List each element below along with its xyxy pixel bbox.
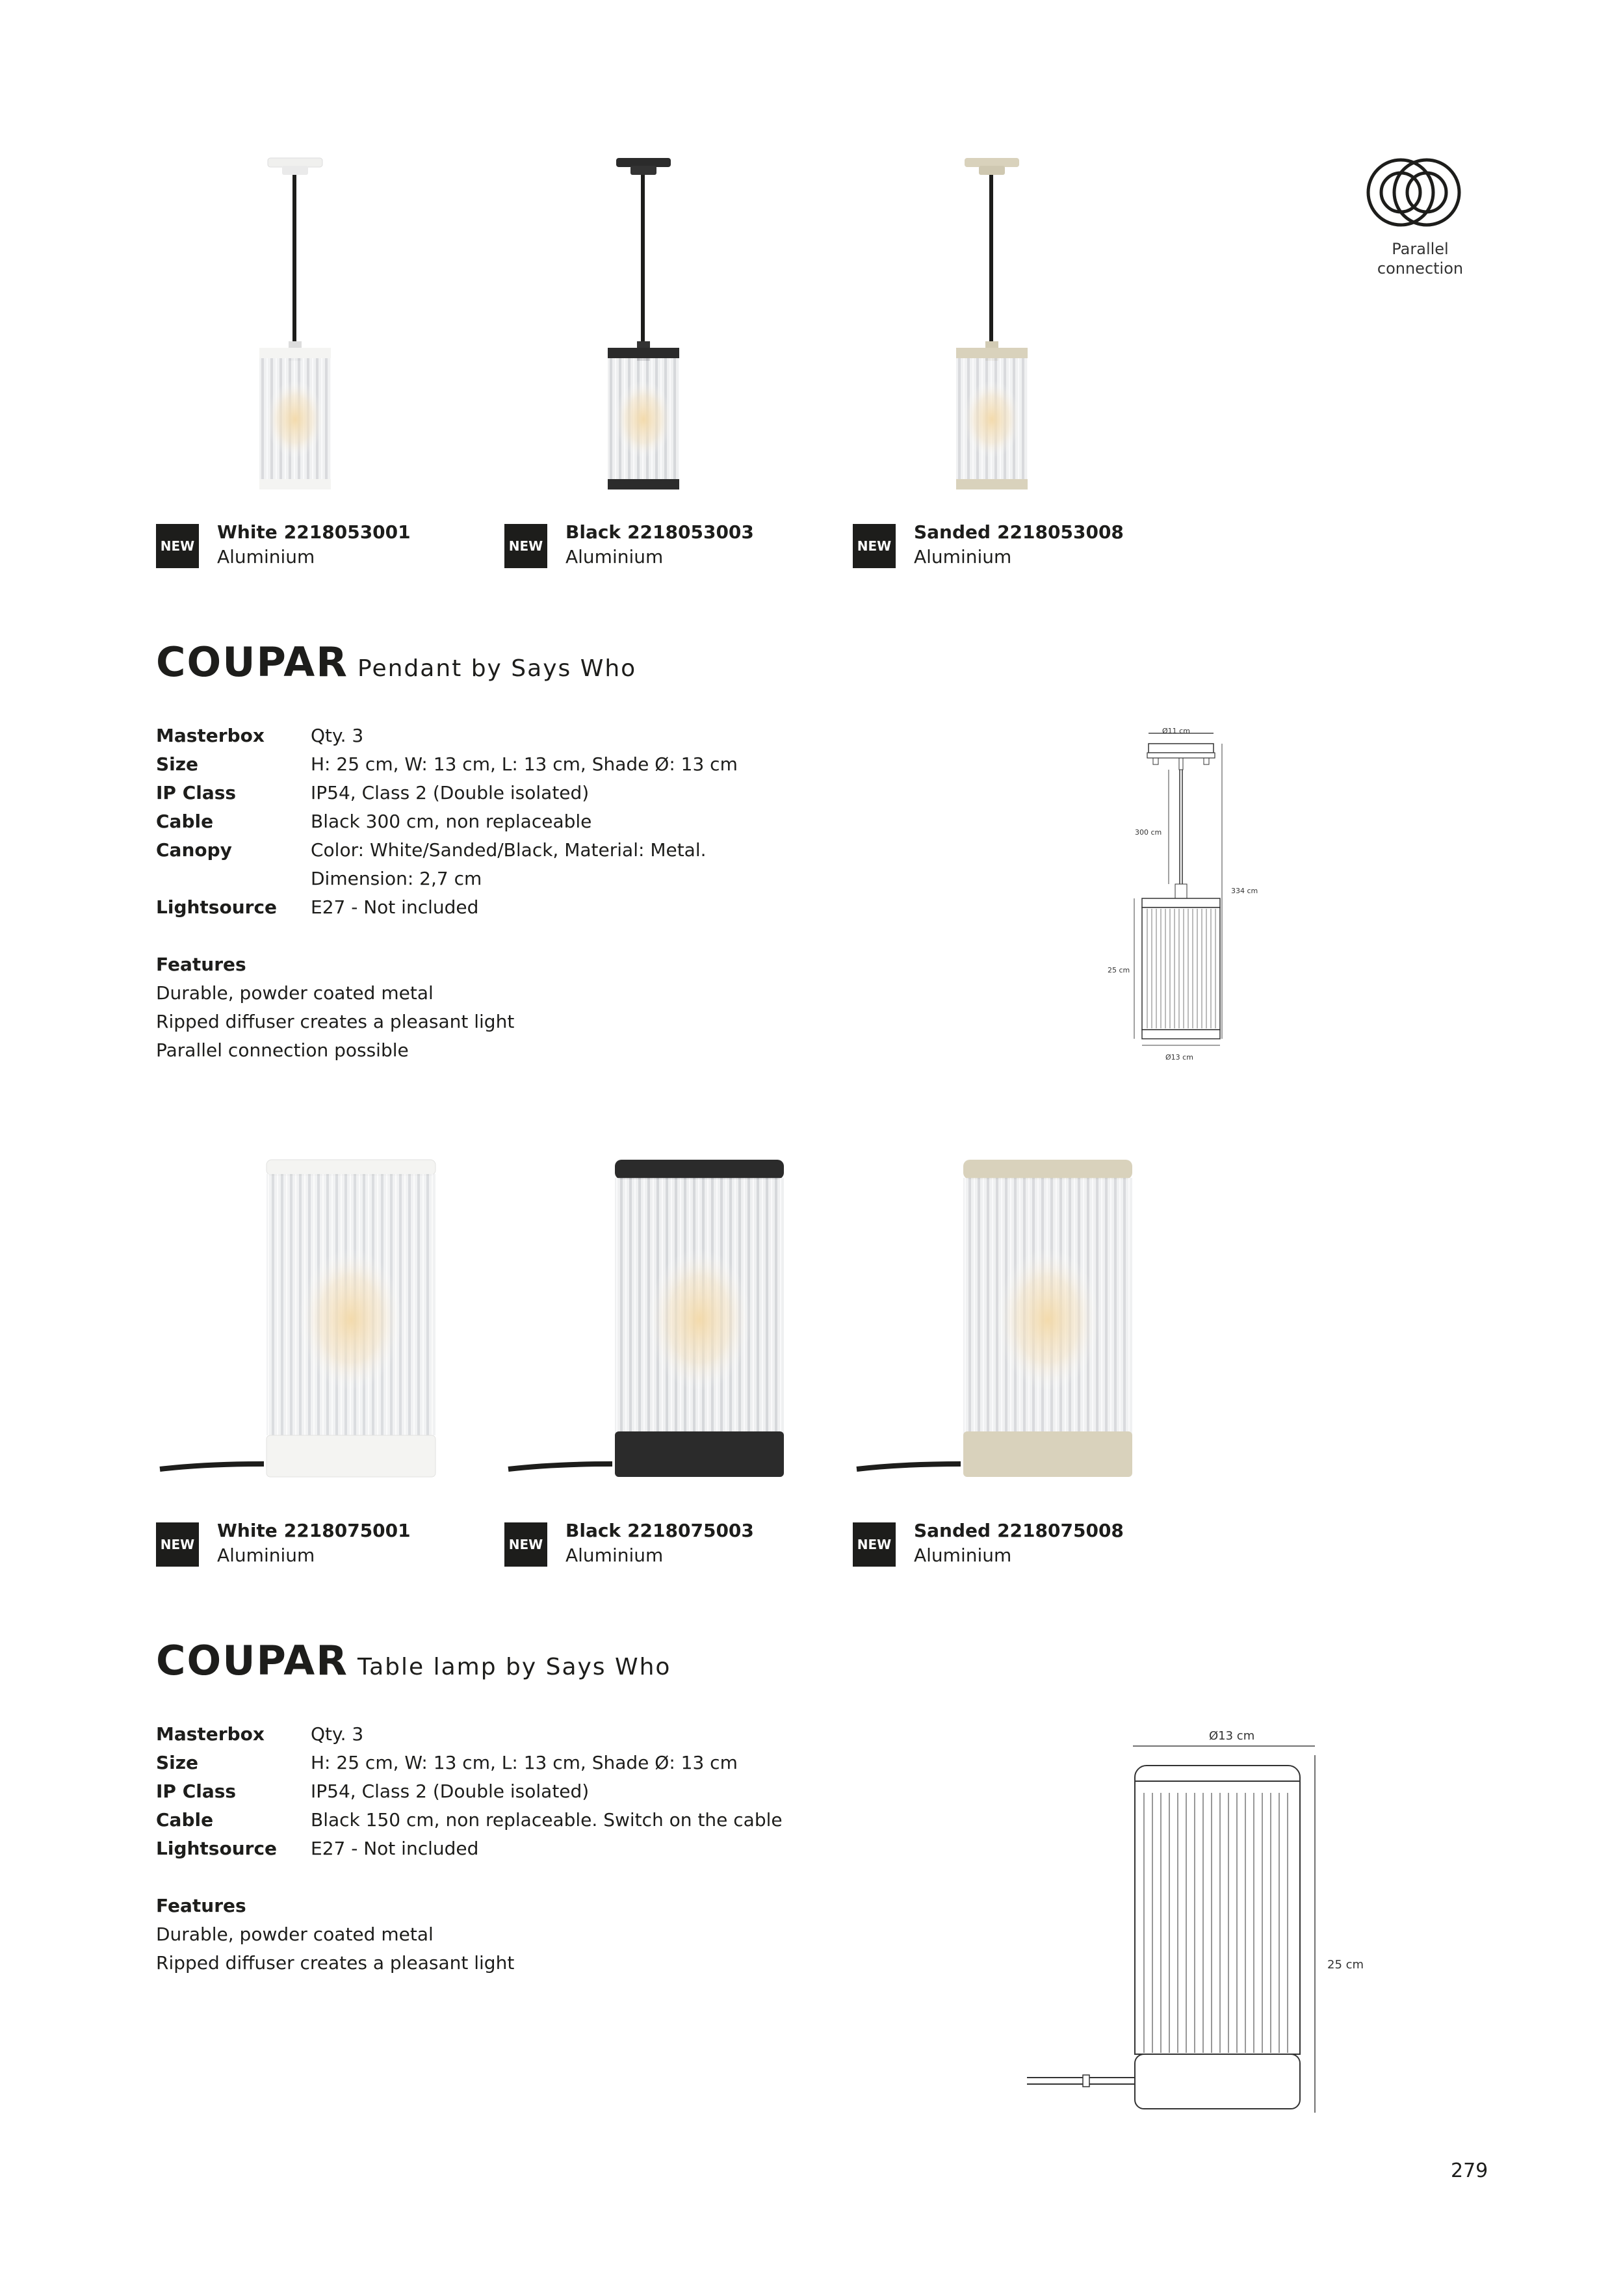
new-badge: NEW <box>853 1522 896 1567</box>
spec-value: IP54, Class 2 (Double isolated) <box>311 782 590 803</box>
new-badge: NEW <box>156 1522 199 1567</box>
product-subtitle: Pendant by Says Who <box>357 655 637 682</box>
spec-value: Qty. 3 <box>311 1723 364 1745</box>
table-white-photo <box>153 1151 439 1489</box>
new-badge: NEW <box>156 524 199 568</box>
spec-value: E27 - Not included <box>311 1838 479 1859</box>
spec-row <box>156 1777 783 1806</box>
new-badge: NEW <box>504 1522 547 1567</box>
pendant-heading <box>156 638 636 686</box>
spec-value: H: 25 cm, W: 13 cm, L: 13 cm, Shade Ø: 13 cm <box>311 753 738 775</box>
spec-value: IP54, Class 2 (Double isolated) <box>311 1781 590 1802</box>
variant-material: Aluminium <box>914 1545 1012 1566</box>
variant-title <box>217 1520 411 1541</box>
variant-material: Aluminium <box>914 546 1012 567</box>
new-badge: NEW <box>504 524 547 568</box>
table-specs <box>156 1720 783 1863</box>
spec-row <box>156 836 738 865</box>
variant-title <box>914 521 1124 543</box>
dim-table-height: 25 cm <box>1327 1958 1364 1972</box>
spec-label: Size <box>156 1752 199 1773</box>
table-black-photo <box>502 1151 788 1489</box>
variant-code: 2218053003 <box>627 521 754 543</box>
spec-label: Cable <box>156 1809 214 1831</box>
spec-value: Black 150 cm, non replaceable. Switch on the cable <box>311 1809 783 1831</box>
spec-value: Dimension: 2,7 cm <box>311 868 482 889</box>
variant-title <box>565 1520 754 1541</box>
variant-material: Aluminium <box>217 546 315 567</box>
parallel-connection-icon <box>1362 153 1479 231</box>
variant-title <box>565 521 754 543</box>
pendant-dimension-drawing <box>1105 722 1267 1073</box>
features-title: Features <box>156 1895 246 1916</box>
feature-item: Ripped diffuser creates a pleasant light <box>156 1011 515 1032</box>
dim-cable-length: 300 cm <box>1135 828 1162 837</box>
feature-item: Ripped diffuser creates a pleasant light <box>156 1952 515 1974</box>
variant-code: 2218075003 <box>627 1520 754 1541</box>
features-title: Features <box>156 954 246 975</box>
variant-code: 2218053001 <box>283 521 411 543</box>
variant-material: Aluminium <box>565 1545 664 1566</box>
variant-title <box>217 521 411 543</box>
variant-color: Black <box>565 521 621 543</box>
spec-label: IP Class <box>156 1781 237 1802</box>
spec-label: Lightsource <box>156 896 278 918</box>
spec-label: Masterbox <box>156 725 265 746</box>
spec-label: Masterbox <box>156 1723 265 1745</box>
dim-total-length: 334 cm <box>1231 887 1258 895</box>
spec-row <box>156 779 738 807</box>
spec-value: H: 25 cm, W: 13 cm, L: 13 cm, Shade Ø: 13 cm <box>311 1752 738 1773</box>
dim-shade-height: 25 cm <box>1108 966 1130 974</box>
pendant-white-photo <box>198 146 393 510</box>
variant-color: Black <box>565 1520 621 1541</box>
variant-color: Sanded <box>914 521 991 543</box>
pendant-specs <box>156 722 738 922</box>
spec-row <box>156 750 738 779</box>
spec-row <box>156 722 738 750</box>
pendant-features <box>156 950 514 1065</box>
variant-code: 2218075008 <box>997 1520 1124 1541</box>
dim-table-diameter: Ø13 cm <box>1209 1729 1255 1743</box>
spec-value: Color: White/Sanded/Black, Material: Metal. <box>311 839 707 861</box>
spec-label: Canopy <box>156 839 232 861</box>
table-features <box>156 1892 514 1977</box>
spec-label: Lightsource <box>156 1838 278 1859</box>
dim-canopy-diameter: Ø11 cm <box>1162 727 1190 735</box>
table-heading <box>156 1637 671 1684</box>
feature-item: Durable, powder coated metal <box>156 982 434 1004</box>
parallel-label-line1: Parallel <box>1392 240 1449 258</box>
feature-item: Durable, powder coated metal <box>156 1924 434 1945</box>
table-sanded-photo <box>850 1151 1136 1489</box>
product-name: COUPAR <box>156 1637 349 1684</box>
page-number: 279 <box>1451 2159 1488 2182</box>
variant-material: Aluminium <box>217 1545 315 1566</box>
spec-value: E27 - Not included <box>311 896 479 918</box>
feature-item: Parallel connection possible <box>156 1039 409 1061</box>
variant-code: 2218075001 <box>283 1520 411 1541</box>
variant-color: Sanded <box>914 1520 991 1541</box>
product-subtitle: Table lamp by Says Who <box>357 1654 671 1680</box>
parallel-connection-label <box>1355 239 1485 278</box>
product-name: COUPAR <box>156 638 349 686</box>
variant-color: White <box>217 521 278 543</box>
variant-material: Aluminium <box>565 546 664 567</box>
spec-value: Qty. 3 <box>311 725 364 746</box>
spec-row <box>156 1806 783 1834</box>
new-badge: NEW <box>853 524 896 568</box>
spec-row <box>156 865 738 893</box>
spec-label: Cable <box>156 811 214 832</box>
spec-label: Size <box>156 753 199 775</box>
pendant-sanded-photo <box>894 146 1089 510</box>
variant-title <box>914 1520 1124 1541</box>
spec-label <box>156 865 311 893</box>
spec-row <box>156 807 738 836</box>
parallel-label-line2: connection <box>1377 259 1464 278</box>
variant-color: White <box>217 1520 278 1541</box>
variant-code: 2218053008 <box>997 521 1124 543</box>
spec-row <box>156 1720 783 1749</box>
spec-row <box>156 1834 783 1863</box>
pendant-black-photo <box>546 146 741 510</box>
dim-shade-diameter: Ø13 cm <box>1165 1053 1193 1062</box>
spec-label: IP Class <box>156 782 237 803</box>
spec-row <box>156 893 738 922</box>
table-dimension-drawing <box>1020 1723 1326 2119</box>
spec-value: Black 300 cm, non replaceable <box>311 811 592 832</box>
spec-row <box>156 1749 783 1777</box>
